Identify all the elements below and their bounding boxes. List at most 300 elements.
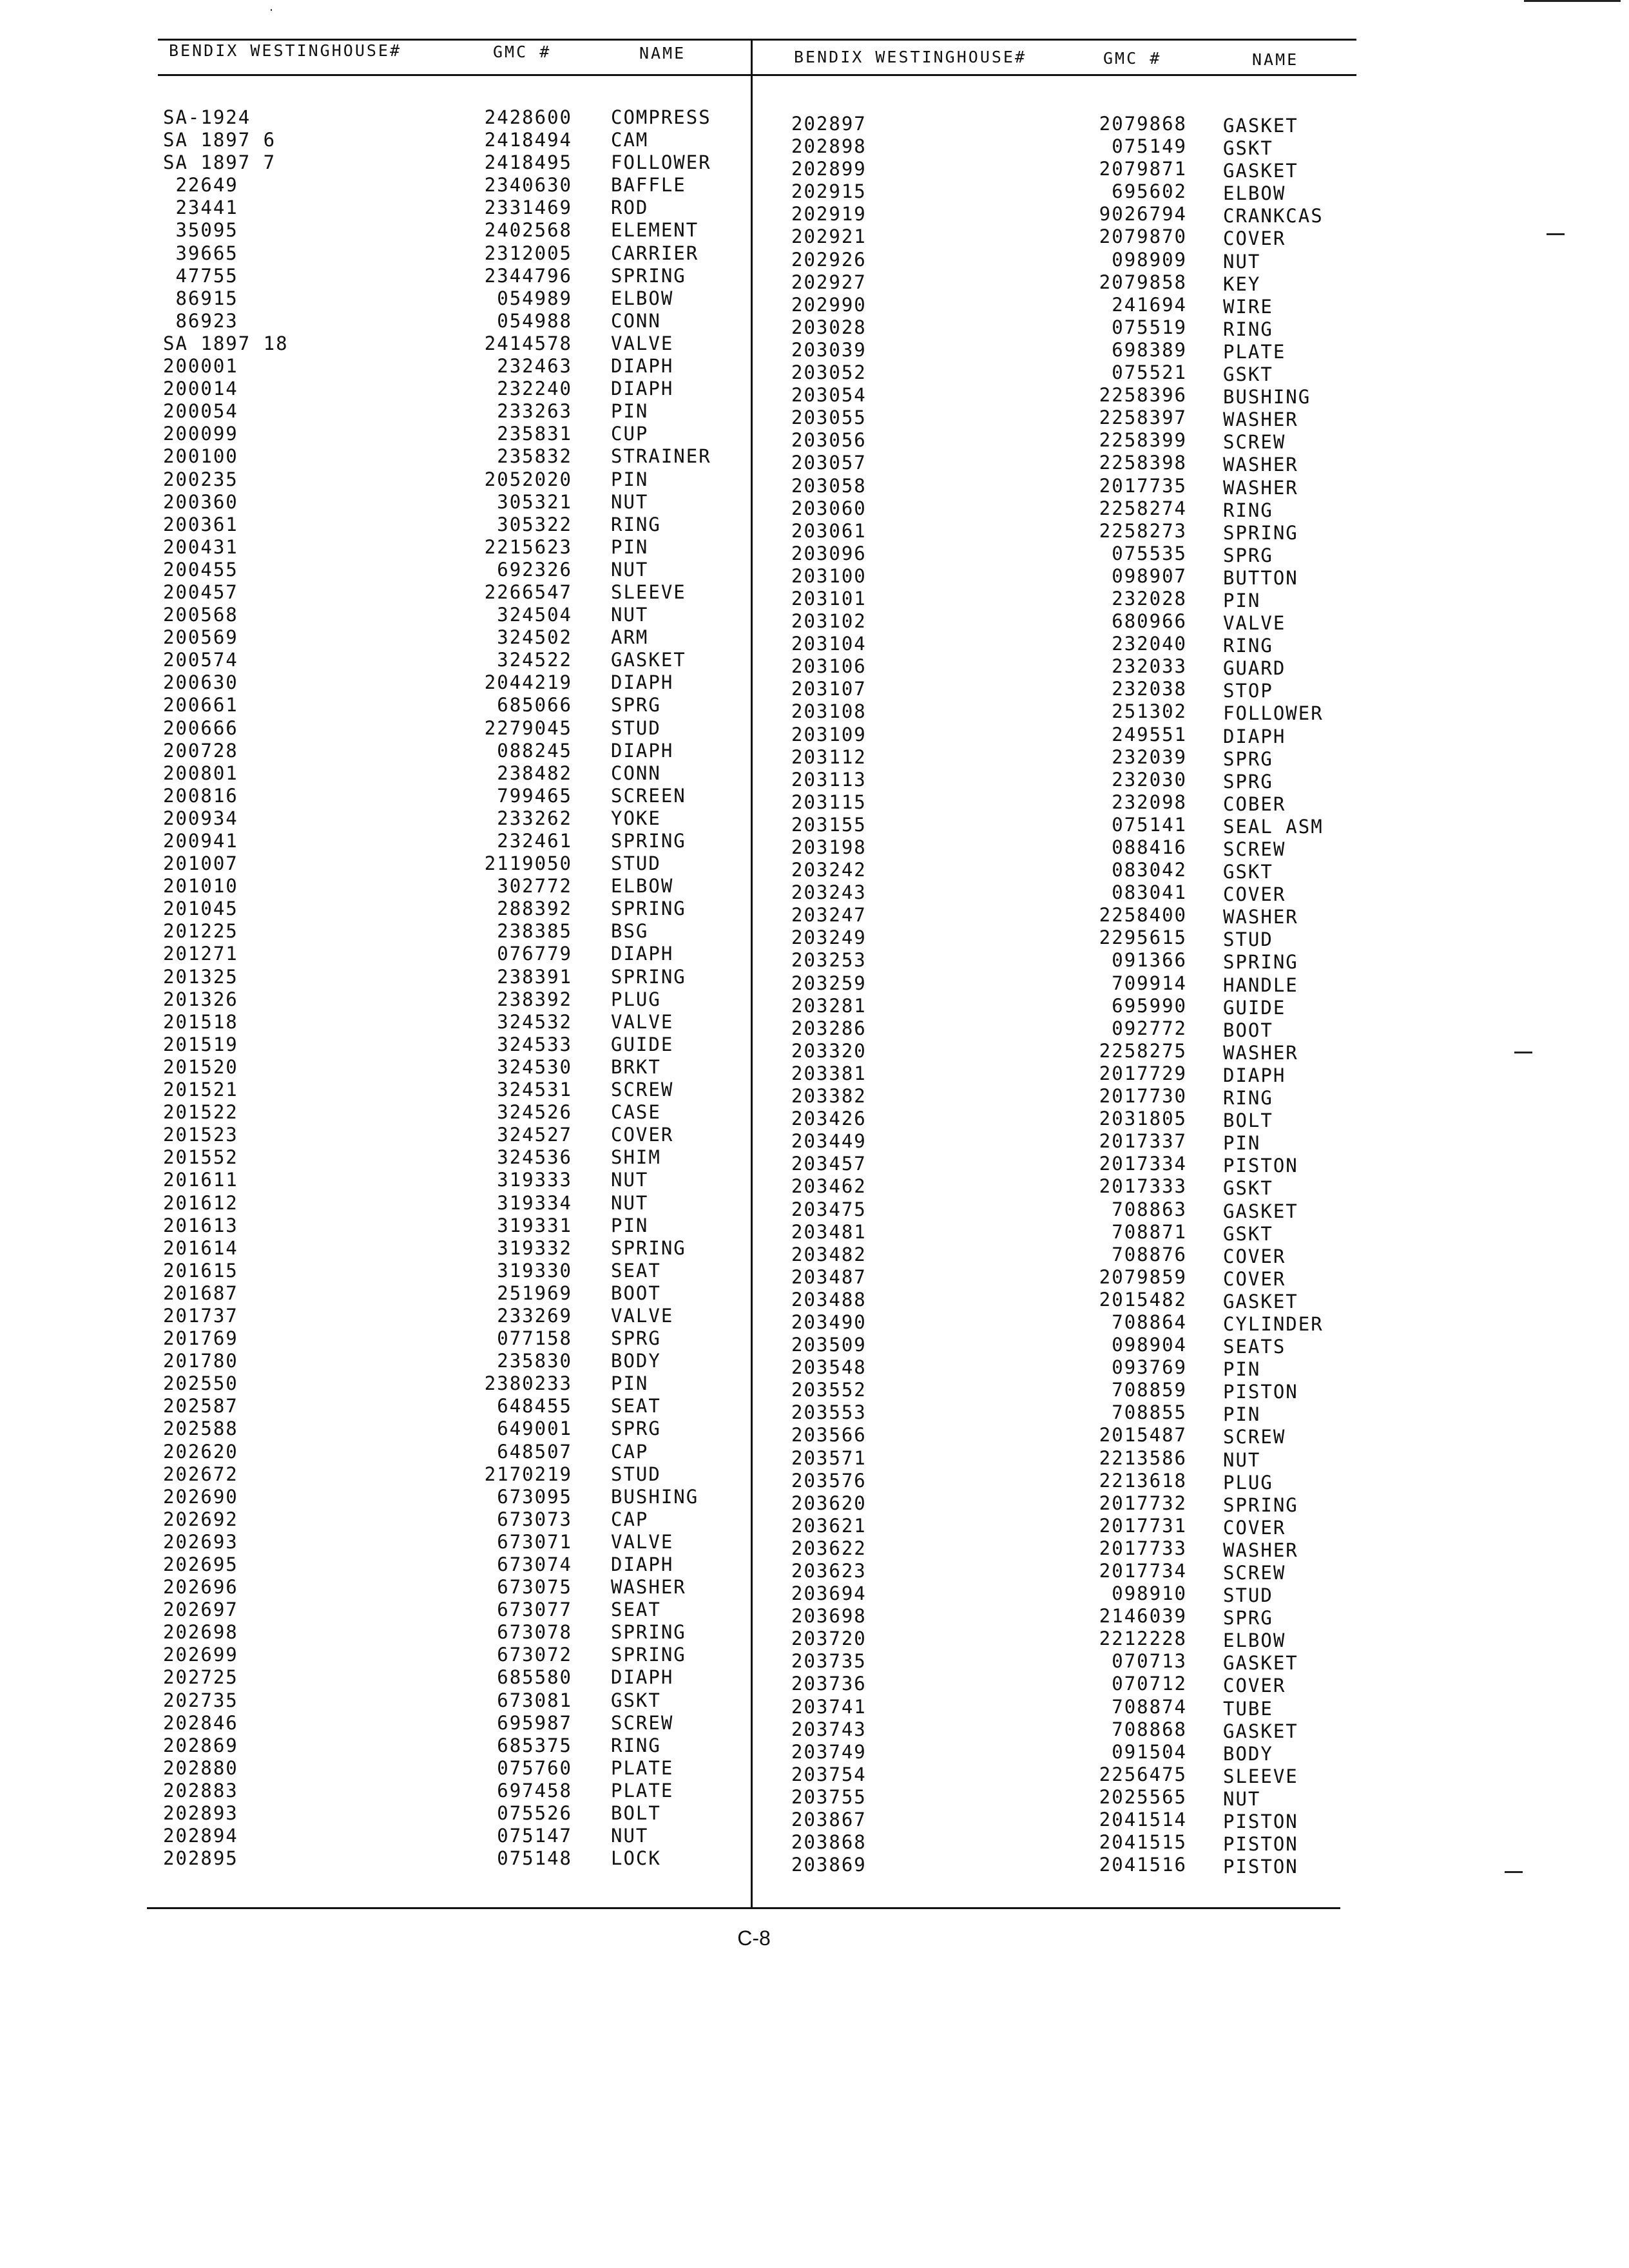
gmc-number: 2079870	[1099, 226, 1187, 248]
part-name: SPRG	[611, 1327, 661, 1350]
part-name: SHIM	[611, 1146, 661, 1169]
gmc-number: 2017333	[1099, 1175, 1187, 1198]
gmc-number: 2279045	[484, 716, 572, 739]
gmc-number: 697458	[497, 1779, 572, 1802]
gmc-number: 075760	[497, 1756, 572, 1779]
left-header-gmc: GMC #	[493, 43, 552, 61]
gmc-number: 238392	[497, 988, 572, 1010]
part-name: NUT	[611, 1191, 649, 1214]
bendix-number: 23441	[163, 197, 238, 219]
gmc-number: 2258274	[1099, 497, 1187, 519]
bendix-number: 200054	[163, 400, 238, 423]
gmc-number: 302772	[497, 875, 572, 898]
bendix-number: 202897	[791, 113, 867, 135]
part-name: SPRING	[1223, 521, 1298, 544]
gmc-number: 799465	[497, 784, 572, 807]
gmc-number: 083041	[1112, 881, 1187, 904]
gmc-number: 680966	[1112, 610, 1187, 633]
part-name: BUTTON	[1223, 566, 1298, 589]
bendix-number: 202899	[791, 158, 867, 180]
gmc-number: 232028	[1112, 587, 1187, 610]
gmc-number: 2258396	[1099, 384, 1187, 407]
part-name: STUD	[611, 1463, 661, 1485]
bendix-number: 200666	[163, 716, 238, 739]
bendix-number: 201519	[163, 1033, 238, 1055]
bendix-number: 203109	[791, 723, 867, 745]
part-name: BOOT	[611, 1282, 661, 1304]
gmc-number: 2258398	[1099, 452, 1187, 474]
gmc-number: 232240	[497, 378, 572, 400]
part-name: COBER	[1223, 793, 1286, 815]
bendix-number: 203749	[791, 1740, 867, 1763]
gmc-number: 2266547	[484, 581, 572, 603]
part-name: BSG	[611, 920, 649, 943]
bendix-number: 201521	[163, 1079, 238, 1101]
gmc-number: 2017731	[1099, 1514, 1187, 1537]
part-name: FOLLOWER	[611, 151, 711, 174]
part-name: PIN	[611, 468, 649, 490]
gmc-number: 2079859	[1099, 1265, 1187, 1288]
bendix-number: 203101	[791, 587, 867, 610]
gmc-number: 673075	[497, 1576, 572, 1599]
part-name: SEAT	[611, 1599, 661, 1621]
part-name: WASHER	[1223, 454, 1298, 476]
part-name: COVER	[611, 1124, 674, 1146]
bendix-number: 203698	[791, 1605, 867, 1628]
bendix-number: 201045	[163, 898, 238, 920]
bendix-number: 200934	[163, 807, 238, 829]
gmc-number: 673074	[497, 1553, 572, 1575]
bendix-number: SA 1897 6	[163, 129, 276, 151]
gmc-number: 324527	[497, 1124, 572, 1146]
part-name: SEAL ASM	[1223, 815, 1324, 838]
part-name: BOLT	[1223, 1110, 1273, 1132]
part-name: WASHER	[1223, 906, 1298, 928]
part-name: GASKET	[1223, 160, 1298, 182]
part-name: NUT	[1223, 250, 1261, 273]
bendix-number: 200001	[163, 355, 238, 378]
bendix-number: 202697	[163, 1599, 238, 1621]
part-name: CASE	[611, 1101, 661, 1124]
bendix-number: 202587	[163, 1395, 238, 1418]
gmc-number: 2213586	[1099, 1446, 1187, 1469]
part-name: DIAPH	[1223, 725, 1286, 747]
bendix-number: 200014	[163, 378, 238, 400]
bendix-number: 203104	[791, 633, 867, 655]
gmc-number: 324536	[497, 1146, 572, 1169]
bendix-number: 202725	[163, 1666, 238, 1689]
part-name: GSKT	[1223, 1222, 1273, 1245]
bendix-number: 203056	[791, 429, 867, 452]
bendix-number: 201007	[163, 852, 238, 875]
bendix-number: 203741	[791, 1695, 867, 1718]
gmc-number: 324502	[497, 626, 572, 649]
gmc-number: 235830	[497, 1350, 572, 1372]
part-name: COMPRESS	[611, 106, 711, 128]
part-name: SCREW	[611, 1079, 674, 1101]
bendix-number: SA-1924	[163, 106, 251, 128]
margin-mark	[1514, 1052, 1532, 1053]
part-name: STUD	[1223, 928, 1273, 951]
gmc-number: 2258397	[1099, 407, 1187, 429]
bendix-number: 202735	[163, 1689, 238, 1711]
part-name: SCREW	[611, 1711, 674, 1734]
part-name: COVER	[1223, 1516, 1286, 1539]
bendix-number: 201010	[163, 875, 238, 898]
bendix-number: 200235	[163, 468, 238, 490]
part-name: DIAPH	[1223, 1064, 1286, 1086]
part-name: SEAT	[611, 1395, 661, 1418]
part-name: CARRIER	[611, 242, 699, 264]
bendix-number: 203243	[791, 881, 867, 904]
part-name: PISTON	[1223, 1811, 1298, 1833]
part-name: RING	[1223, 318, 1273, 340]
bendix-number: 202695	[163, 1553, 238, 1575]
gmc-number: 233263	[497, 400, 572, 423]
part-name: COVER	[1223, 1245, 1286, 1267]
bendix-number: 203869	[791, 1854, 867, 1876]
gmc-number: 070713	[1112, 1650, 1187, 1673]
part-name: VALVE	[611, 1010, 674, 1033]
gmc-number: 692326	[497, 558, 572, 581]
gmc-number: 075521	[1112, 361, 1187, 384]
part-name: GASKET	[1223, 1200, 1298, 1222]
bendix-number: 200661	[163, 694, 238, 716]
bendix-number: 202898	[791, 135, 867, 158]
gmc-number: 093769	[1112, 1356, 1187, 1379]
gmc-number: 235832	[497, 445, 572, 468]
part-name: NUT	[1223, 1448, 1261, 1471]
bendix-number: 201615	[163, 1259, 238, 1282]
gmc-number: 054988	[497, 309, 572, 332]
gmc-number: 091504	[1112, 1740, 1187, 1763]
bendix-number: 202990	[791, 293, 867, 316]
part-name: GASKET	[1223, 1652, 1298, 1675]
gmc-number: 2079868	[1099, 113, 1187, 135]
part-name: STUD	[1223, 1584, 1273, 1607]
part-name: PISTON	[1223, 1833, 1298, 1856]
bendix-number: 35095	[163, 219, 238, 242]
bendix-number: 203867	[791, 1809, 867, 1831]
bendix-number: 200568	[163, 604, 238, 626]
part-name: ELBOW	[611, 875, 674, 898]
gmc-number: 238391	[497, 965, 572, 988]
part-name: ELBOW	[611, 287, 674, 309]
bendix-number: 201522	[163, 1101, 238, 1124]
part-name: ELBOW	[1223, 182, 1286, 205]
gmc-number: 092772	[1112, 1017, 1187, 1039]
part-name: LOCK	[611, 1847, 661, 1870]
part-name: ELBOW	[1223, 1629, 1286, 1652]
gmc-number: 695990	[1112, 994, 1187, 1017]
part-name: PIN	[611, 1372, 649, 1395]
gmc-number: 708863	[1112, 1198, 1187, 1220]
gmc-number: 324526	[497, 1101, 572, 1124]
gmc-number: 083042	[1112, 859, 1187, 881]
gmc-number: 2256475	[1099, 1763, 1187, 1785]
part-name: CONN	[611, 309, 661, 332]
part-name: BODY	[611, 1350, 661, 1372]
bendix-number: 203509	[791, 1334, 867, 1356]
bendix-number: 202893	[163, 1802, 238, 1825]
bendix-number: 201611	[163, 1169, 238, 1191]
gmc-number: 232039	[1112, 745, 1187, 768]
part-name: SPRING	[611, 965, 686, 988]
bendix-number: 203052	[791, 361, 867, 384]
margin-mark	[1524, 0, 1621, 2]
bendix-number: 203548	[791, 1356, 867, 1379]
part-name: NUT	[611, 490, 649, 513]
bendix-number: 203488	[791, 1288, 867, 1311]
table-bottom-rule	[147, 1907, 1340, 1909]
gmc-number: 708855	[1112, 1401, 1187, 1424]
part-name: VALVE	[611, 1530, 674, 1553]
part-name: WASHER	[1223, 1041, 1298, 1064]
gmc-number: 673095	[497, 1485, 572, 1508]
gmc-number: 698389	[1112, 338, 1187, 361]
left-name-column	[611, 106, 753, 1870]
gmc-number: 2041514	[1099, 1809, 1187, 1831]
bendix-number: 203482	[791, 1243, 867, 1265]
part-name: SPRG	[611, 694, 661, 716]
part-name: KEY	[1223, 273, 1261, 295]
part-name: PIN	[611, 535, 649, 558]
gmc-number: 324522	[497, 649, 572, 671]
gmc-number: 2017730	[1099, 1085, 1187, 1108]
bendix-number: 203106	[791, 655, 867, 678]
bendix-number: 202693	[163, 1530, 238, 1553]
gmc-number: 2312005	[484, 242, 572, 264]
part-name: PIN	[611, 400, 649, 423]
bendix-number: 201225	[163, 920, 238, 943]
part-name: GSKT	[611, 1689, 661, 1711]
gmc-number: 251302	[1112, 700, 1187, 723]
bendix-number: 203449	[791, 1130, 867, 1153]
part-name: STUD	[611, 716, 661, 739]
bendix-number: 203720	[791, 1628, 867, 1650]
gmc-number: 2044219	[484, 671, 572, 694]
gmc-number: 673071	[497, 1530, 572, 1553]
bendix-number: 203487	[791, 1265, 867, 1288]
gmc-number: 232461	[497, 830, 572, 852]
gmc-number: 238482	[497, 762, 572, 784]
gmc-number: 305321	[497, 490, 572, 513]
part-name: GUARD	[1223, 657, 1286, 680]
part-name: VALVE	[611, 1304, 674, 1327]
bendix-number: 202846	[163, 1711, 238, 1734]
bendix-number: 201613	[163, 1214, 238, 1236]
bendix-number: 200574	[163, 649, 238, 671]
part-name: DIAPH	[611, 378, 674, 400]
right-header-name: NAME	[1252, 50, 1299, 69]
bendix-number: 201687	[163, 1282, 238, 1304]
part-name: STOP	[1223, 680, 1273, 702]
part-name: SPRG	[1223, 770, 1273, 793]
gmc-number: 232030	[1112, 768, 1187, 791]
bendix-number: 202620	[163, 1440, 238, 1463]
part-name: CUP	[611, 423, 649, 445]
bendix-number: 201325	[163, 965, 238, 988]
bendix-number: 200630	[163, 671, 238, 694]
bendix-number: 203743	[791, 1718, 867, 1740]
bendix-number: 200360	[163, 490, 238, 513]
part-name: SPRING	[1223, 1494, 1298, 1516]
bendix-number: 201769	[163, 1327, 238, 1350]
part-name: PIN	[1223, 1403, 1261, 1426]
part-name: GSKT	[1223, 137, 1273, 160]
bendix-number: 47755	[163, 264, 238, 287]
bendix-number: 203100	[791, 564, 867, 587]
bendix-number: 203622	[791, 1537, 867, 1559]
bendix-number: 203694	[791, 1582, 867, 1605]
gmc-number: 2215623	[484, 535, 572, 558]
part-name: ARM	[611, 626, 649, 649]
bendix-number: 200099	[163, 423, 238, 445]
bendix-number: 203566	[791, 1424, 867, 1446]
gmc-number: 673078	[497, 1621, 572, 1644]
gmc-number: 2258273	[1099, 519, 1187, 542]
gmc-number: 232098	[1112, 791, 1187, 813]
bendix-number: 200941	[163, 830, 238, 852]
gmc-number: 2017729	[1099, 1062, 1187, 1084]
part-name: GASKET	[1223, 115, 1298, 137]
gmc-number: 2170219	[484, 1463, 572, 1485]
bendix-number: 200728	[163, 739, 238, 762]
gmc-number: 319333	[497, 1169, 572, 1191]
part-name: CYLINDER	[1223, 1312, 1324, 1335]
bendix-number: 203115	[791, 791, 867, 813]
part-name: STUD	[611, 852, 661, 875]
gmc-number: 2025565	[1099, 1785, 1187, 1808]
part-name: RING	[1223, 635, 1273, 657]
gmc-number: 695602	[1112, 180, 1187, 203]
part-name: PLUG	[611, 988, 661, 1010]
gmc-number: 2031805	[1099, 1108, 1187, 1130]
gmc-number: 075526	[497, 1802, 572, 1825]
part-name: PIN	[1223, 1132, 1261, 1155]
gmc-number: 9026794	[1099, 203, 1187, 226]
bendix-number: 22649	[163, 174, 238, 197]
gmc-number: 088245	[497, 739, 572, 762]
gmc-number: 2015482	[1099, 1288, 1187, 1311]
bendix-number: 203381	[791, 1062, 867, 1084]
bendix-number: 39665	[163, 242, 238, 264]
bendix-number: 200457	[163, 581, 238, 603]
bendix-number: SA 1897 18	[163, 332, 289, 354]
gmc-number: 2146039	[1099, 1605, 1187, 1628]
gmc-number: 2380233	[484, 1372, 572, 1395]
bendix-number: 203286	[791, 1017, 867, 1039]
gmc-number: 2041515	[1099, 1831, 1187, 1854]
gmc-number: 249551	[1112, 723, 1187, 745]
bendix-number: 203552	[791, 1379, 867, 1401]
bendix-number: 201614	[163, 1236, 238, 1259]
part-name: WIRE	[1223, 295, 1273, 318]
part-name: SEATS	[1223, 1336, 1286, 1358]
part-name: GSKT	[1223, 1177, 1273, 1200]
part-name: BRKT	[611, 1055, 661, 1078]
part-name: BODY	[1223, 1742, 1273, 1765]
left-gmc-column	[451, 106, 572, 1870]
bendix-number: 203061	[791, 519, 867, 542]
left-header-name: NAME	[639, 44, 686, 62]
bendix-number: 203108	[791, 700, 867, 723]
gmc-number: 673072	[497, 1644, 572, 1666]
part-name: SPRG	[1223, 747, 1273, 770]
gmc-number: 2015487	[1099, 1424, 1187, 1446]
part-name: SPRG	[1223, 544, 1273, 566]
bendix-number: SA 1897 7	[163, 151, 276, 174]
bendix-number: 202699	[163, 1644, 238, 1666]
part-name: SCREW	[1223, 1426, 1286, 1448]
part-name: GASKET	[611, 649, 686, 671]
gmc-number: 2295615	[1099, 927, 1187, 949]
part-name: VALVE	[611, 332, 674, 354]
bendix-number: 202883	[163, 1779, 238, 1802]
bendix-number: 203735	[791, 1650, 867, 1673]
part-name: SLEEVE	[1223, 1765, 1298, 1787]
gmc-number: 2258275	[1099, 1039, 1187, 1062]
bendix-number: 203058	[791, 474, 867, 497]
gmc-number: 709914	[1112, 972, 1187, 994]
part-name: SPRING	[1223, 951, 1298, 974]
part-name: TUBE	[1223, 1697, 1273, 1720]
bendix-number: 200455	[163, 558, 238, 581]
gmc-number: 649001	[497, 1418, 572, 1440]
gmc-number: 288392	[497, 898, 572, 920]
part-name: DIAPH	[611, 671, 674, 694]
bendix-number: 201523	[163, 1124, 238, 1146]
gmc-number: 2418494	[484, 129, 572, 151]
bendix-number: 200816	[163, 784, 238, 807]
bendix-number: 200431	[163, 535, 238, 558]
bendix-number: 203107	[791, 678, 867, 700]
part-name: SCREW	[1223, 431, 1286, 454]
gmc-number: 2402568	[484, 219, 572, 242]
bendix-number: 203112	[791, 745, 867, 768]
bendix-number: 203060	[791, 497, 867, 519]
gmc-number: 232463	[497, 355, 572, 378]
bendix-number: 202895	[163, 1847, 238, 1870]
gmc-number: 305322	[497, 513, 572, 535]
part-name: NUT	[1223, 1787, 1261, 1810]
bendix-number: 202869	[163, 1734, 238, 1756]
gmc-number: 075147	[497, 1825, 572, 1847]
bendix-number: 202588	[163, 1418, 238, 1440]
gmc-number: 235831	[497, 423, 572, 445]
bendix-number: 203490	[791, 1311, 867, 1333]
bendix-number: 202696	[163, 1576, 238, 1599]
gmc-number: 708871	[1112, 1220, 1187, 1243]
bendix-number: 203113	[791, 768, 867, 791]
part-name: SEAT	[611, 1259, 661, 1282]
bendix-number: 203247	[791, 904, 867, 927]
bendix-number: 203868	[791, 1831, 867, 1854]
part-name: WASHER	[611, 1576, 686, 1599]
part-name: DIAPH	[611, 943, 674, 965]
gmc-number: 088416	[1112, 836, 1187, 858]
part-name: PLATE	[611, 1779, 674, 1802]
bendix-number: 203055	[791, 407, 867, 429]
bendix-number: 203281	[791, 994, 867, 1017]
gmc-number: 319331	[497, 1214, 572, 1236]
part-name: SCREEN	[611, 784, 686, 807]
bendix-number: 201326	[163, 988, 238, 1010]
gmc-number: 648507	[497, 1440, 572, 1463]
bendix-number: 201520	[163, 1055, 238, 1078]
gmc-number: 2213618	[1099, 1469, 1187, 1492]
part-name: PLUG	[1223, 1471, 1273, 1494]
